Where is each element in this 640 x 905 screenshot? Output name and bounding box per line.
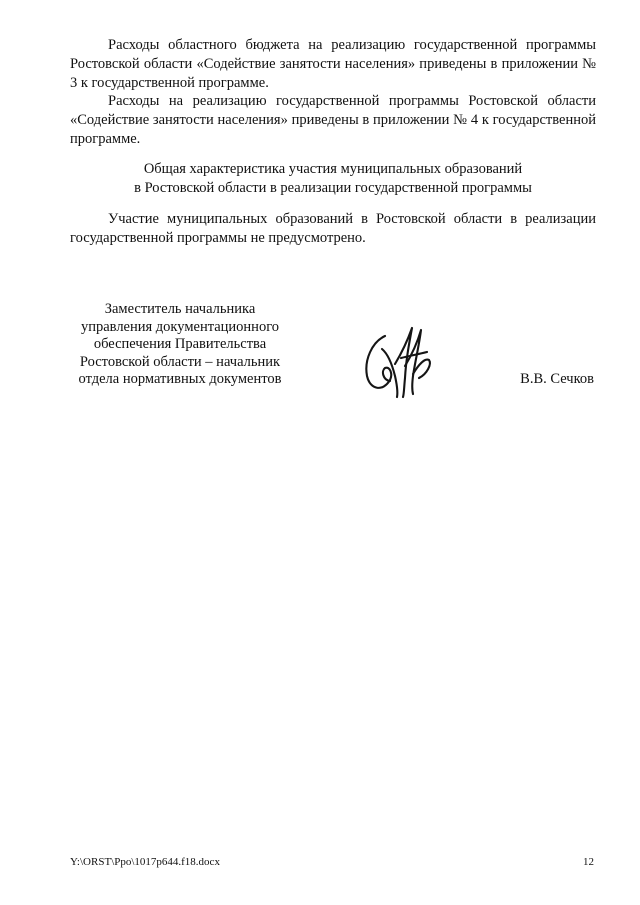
footer-file-path: Y:\ORST\Ppo\1017p644.f18.docx <box>70 856 220 868</box>
paragraph-budget-expenses <box>70 36 596 93</box>
section-heading-line: Общая характеристика участия муниципальных образований <box>143 161 523 177</box>
paragraph-program-expenses <box>70 92 596 149</box>
signatory-title-line: обеспечения Правительства <box>93 336 267 352</box>
footer-page-number: 12 <box>583 856 594 868</box>
paragraph-municipal-participation <box>70 210 596 248</box>
signatory-title-line: отдела нормативных документов <box>78 371 282 387</box>
signatory-title-line: Ростовской области – начальник <box>79 353 281 370</box>
signatory-name: В.В. Сечков <box>520 371 594 387</box>
section-heading <box>70 160 596 198</box>
section-heading-line: в Ростовской области в реализации государственной программы <box>134 180 532 196</box>
paragraph-text: Расходы областного бюджета на реализацию государственной программы Ростовской области «Содействие занятости населения» приведены в приложении № 3 к государственной программе. <box>70 37 596 91</box>
signatory-title-line: Заместитель начальника <box>104 301 256 317</box>
signatory-title <box>62 301 298 389</box>
signatory-title-line: управления документационного <box>80 318 280 335</box>
handwritten-signature <box>357 318 439 400</box>
paragraph-text: Расходы на реализацию государственной программы Ростовской области «Содействие занятости населения» приведены в приложении № 4 к государственной программе. <box>70 93 596 147</box>
paragraph-text: Участие муниципальных образований в Ростовской области в реализации государственной программы не предусмотрено. <box>70 211 596 246</box>
